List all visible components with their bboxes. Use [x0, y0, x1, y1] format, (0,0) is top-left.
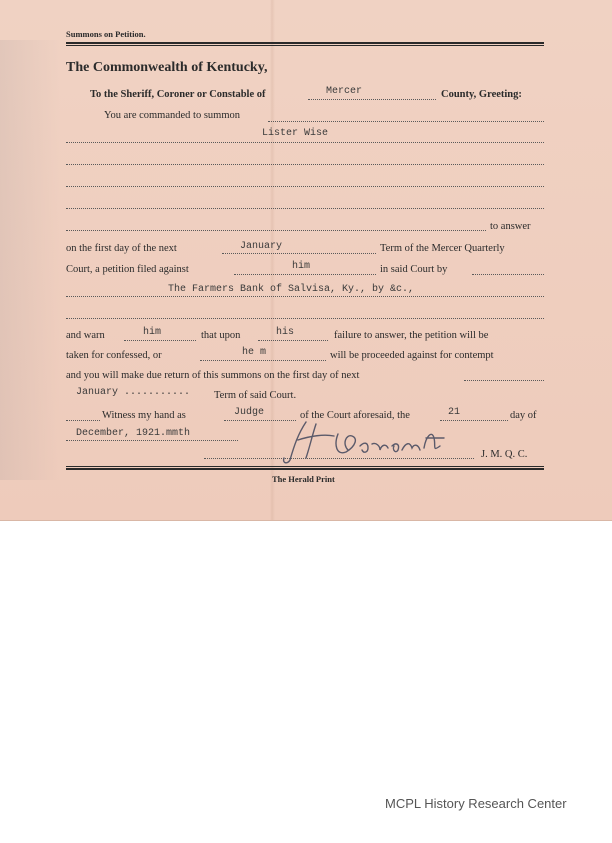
warn-value: him [143, 327, 162, 338]
he-line [200, 360, 326, 361]
to-sheriff-label: To the Sheriff, Coroner or Constable of [90, 89, 266, 100]
warn-label: and warn [66, 330, 105, 341]
against-value: him [292, 261, 311, 272]
bottom-rule-thin [66, 466, 544, 467]
his-value: his [276, 327, 295, 338]
court-suffix-label: in said Court by [380, 264, 448, 275]
header-label: Summons on Petition. [66, 29, 146, 39]
return-text: and you will make due return of this summons on the first day of next [66, 370, 360, 381]
plaintiff-line-2 [66, 318, 544, 319]
term-suffix-label: Term of the Mercer Quarterly [380, 243, 505, 254]
defendant-value: Lister Wise [262, 128, 329, 139]
summon-line-2 [66, 164, 544, 165]
form-title: The Commonwealth of Kentucky, [66, 60, 268, 75]
commanded-label: You are commanded to summon [104, 110, 241, 121]
term-month-value: January [240, 241, 283, 252]
plaintiff-line-0 [472, 274, 544, 275]
warn-line [124, 340, 196, 341]
term-of-court-label: Term of said Court. [214, 390, 297, 401]
return-line [464, 380, 544, 381]
witness-role-value: Judge [234, 407, 265, 418]
that-upon-label: that upon [201, 330, 241, 341]
witness-lead-line [66, 420, 100, 421]
confessed-suffix: will be proceeded against for contempt [330, 350, 494, 361]
signature-title: J. M. Q. C. [481, 449, 528, 460]
archive-credit: MCPL History Research Center [385, 796, 567, 811]
summon-line-0 [268, 121, 544, 122]
witness-label: Witness my hand as [102, 410, 186, 421]
witness-mid-text: of the Court aforesaid, the [300, 410, 410, 421]
top-rule-thin [66, 45, 544, 46]
summon-line-1 [66, 142, 544, 143]
bottom-rule [66, 468, 544, 470]
day-suffix: day of [510, 410, 537, 421]
failure-text: failure to answer, the petition will be [334, 330, 489, 341]
first-day-label: on the first day of the next [66, 243, 177, 254]
paper-stain [0, 40, 60, 480]
he-value: he m [242, 347, 267, 358]
summon-line-3 [66, 186, 544, 187]
plaintiff-line-1 [66, 296, 544, 297]
to-answer-label: to answer [490, 221, 531, 232]
county-line [308, 99, 436, 100]
return-month-value: January ........... [76, 387, 191, 398]
day-value: 21 [448, 407, 461, 418]
date-line [66, 440, 238, 441]
term-month-line [222, 253, 376, 254]
against-line [234, 274, 376, 275]
summon-line-4 [66, 208, 544, 209]
his-line [258, 340, 328, 341]
printer-credit: The Herald Print [272, 474, 335, 484]
confessed-label: taken for confessed, or [66, 350, 162, 361]
top-rule [66, 42, 544, 44]
summon-line-5 [66, 230, 486, 231]
judge-signature [276, 416, 456, 468]
plaintiff-value: The Farmers Bank of Salvisa, Ky., by &c., [168, 284, 415, 295]
county-greeting: County, Greeting: [441, 89, 522, 100]
date-value: December, 1921.mmth [76, 428, 191, 439]
county-value: Mercer [326, 86, 363, 97]
court-label: Court, a petition filed against [66, 264, 189, 275]
